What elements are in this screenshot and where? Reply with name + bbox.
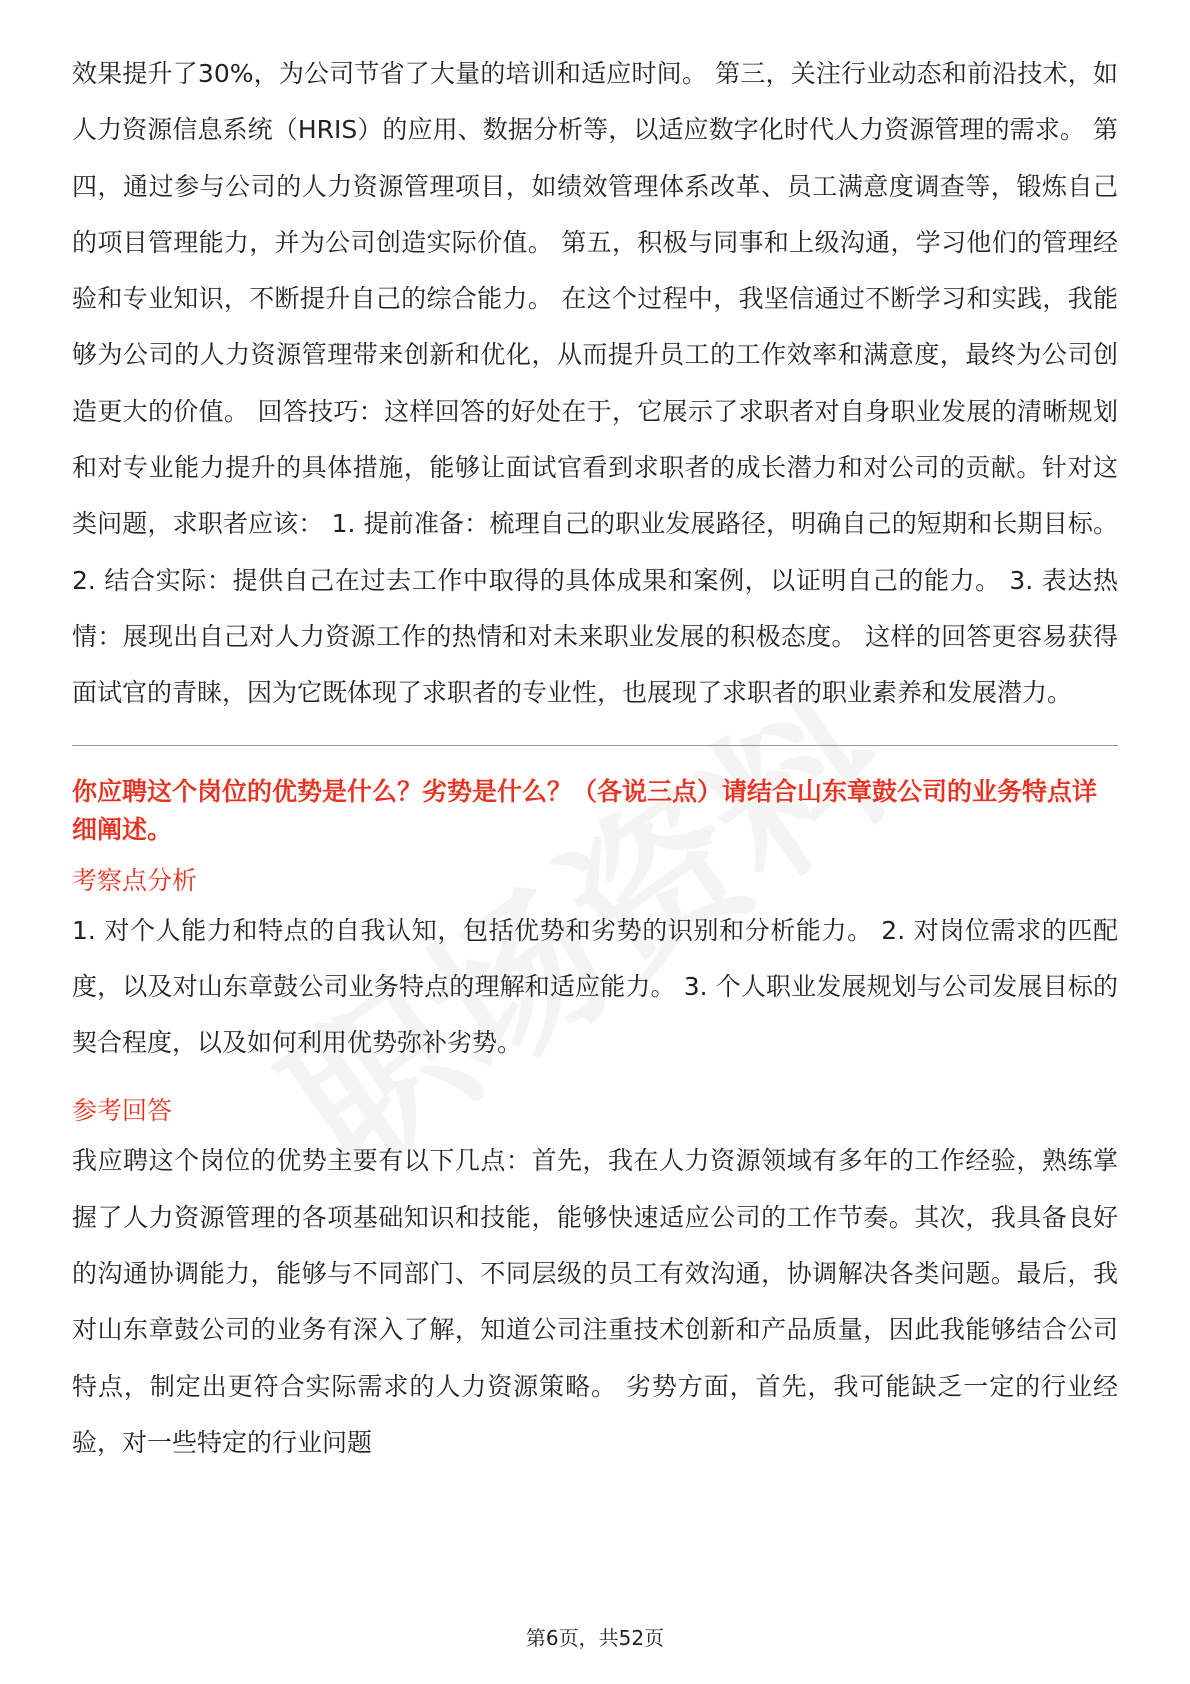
page-footer: 第6页，共52页 <box>525 1626 665 1650</box>
document-page <box>72 46 1118 1471</box>
intro-paragraph: 效果提升了30%，为公司节省了大量的培训和适应时间。 第三，关注行业动态和前沿技术，如人力资源信息系统（HRIS）的应用、数据分析等，以适应数字化时代人力资源管理的需求。 第四，通过参与公司的人力资源管理项目，如绩效管理体系改革、员工满意度调查等，锻炼自己的项目管理能力，并为公司创造实际价值。 第五，积极与同事和上级沟通，学习他们的管理经验和专业知识，不断提升自己的综合能力。 在这个过程中，我坚信通过不断学习和实践，我能够为公司的人力资源管理带来创新和优化，从而提升员工的工作效率和满意度，最终为公司创造更大的价值。 回答技巧：这样回答的好处在于，它展示了求职者对自身职业发展的清晰规划和对专业能力提升的具体措施，能够让面试官看到求职者的成长潜力和对公司的贡献。针对这类问题，求职者应该： 1. 提前准备：梳理自己的职业发展路径，明确自己的短期和长期目标。 2. 结合实际：提供自己在过去工作中取得的具体成果和案例，以证明自己的能力。 3. 表达热情：展现出自己对人力资源工作的热情和对未来职业发展的积极态度。 这样的回答更容易获得面试官的青睐，因为它既体现了求职者的专业性，也展现了求职者的职业素养和发展潜力。 <box>72 59 1118 708</box>
analysis-text: 1. 对个人能力和特点的自我认知，包括优势和劣势的识别和分析能力。 2. 对岗位需求的匹配度，以及对山东章鼓公司业务特点的理解和适应能力。 3. 个人职业发展规划与公司发展目标的契合程度，以及如何利用优势弥补劣势。 <box>72 915 1118 1058</box>
reference-text: 我应聘这个岗位的优势主要有以下几点：首先，我在人力资源领域有多年的工作经验，熟练掌握了人力资源管理的各项基础知识和技能，能够快速适应公司的工作节奏。其次，我具备良好的沟通协调能力，能够与不同部门、不同层级的员工有效沟通，协调解决各类问题。最后，我对山东章鼓公司的业务有深入了解，知道公司注重技术创新和产品质量，因此我能够结合公司特点，制定出更符合实际需求的人力资源策略。 劣势方面，首先，我可能缺乏一定的行业经验，对一些特定的行业问题 <box>72 1146 1118 1457</box>
reference-title: 参考回答 <box>72 1096 173 1126</box>
analysis-title: 考察点分析 <box>72 865 198 895</box>
section-divider <box>72 745 1118 746</box>
question-heading: 你应聘这个岗位的优势是什么？劣势是什么？（各说三点）请结合山东章鼓公司的业务特点详细阐述。 <box>72 776 1098 844</box>
